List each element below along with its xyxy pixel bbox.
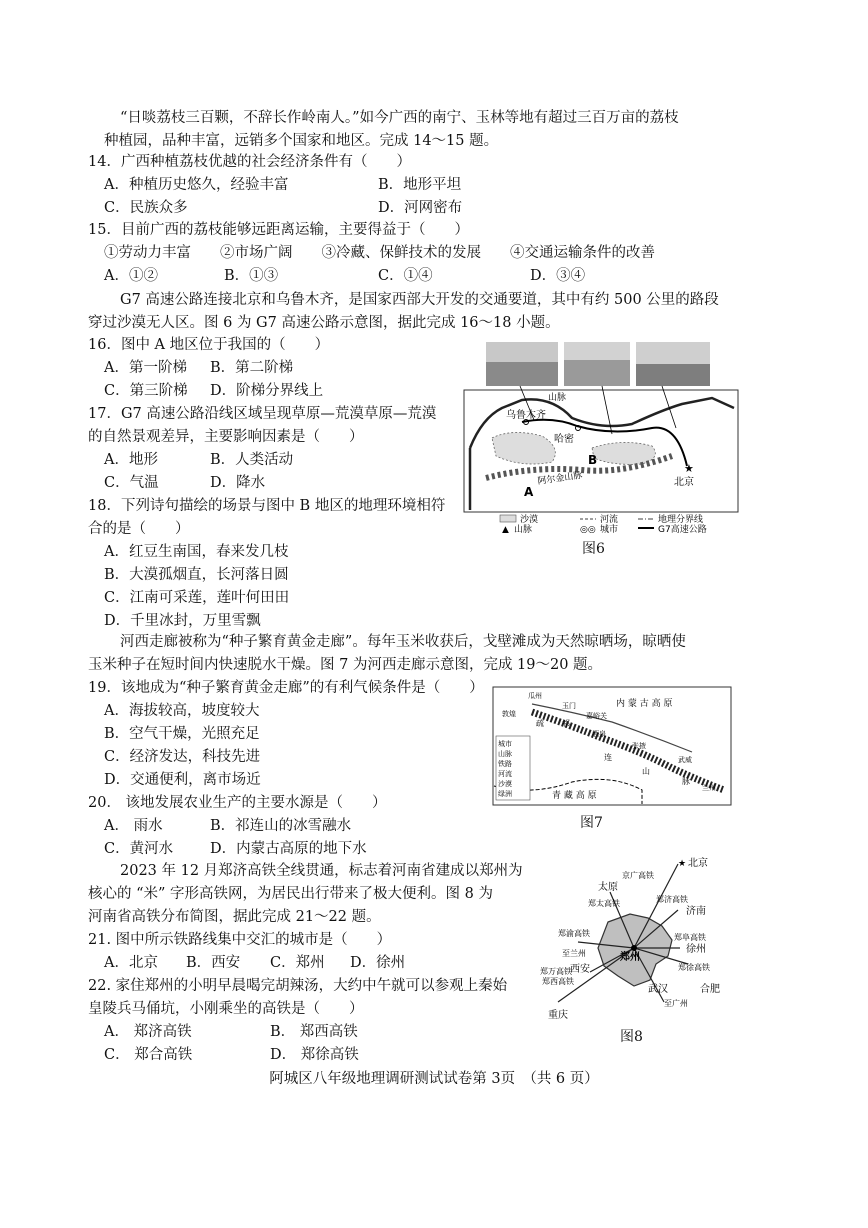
line-to-lanzhou: 至兰州: [562, 949, 586, 958]
line-zhengxi: 郑西高铁: [542, 977, 574, 986]
q22-option-b[interactable]: B． 郑西高铁: [270, 1024, 358, 1040]
line-zhengwan: 郑万高铁: [540, 967, 572, 976]
question-17-stem: 17．G7 高速公路沿线区域呈现草原—荒漠草原—荒漠: [88, 406, 437, 422]
legend-mountain: 山脉: [514, 525, 533, 533]
star-icon: ★: [678, 859, 687, 869]
q16-option-a[interactable]: A．第一阶梯: [104, 360, 187, 376]
q17-option-c[interactable]: C．气温: [104, 475, 159, 491]
question-22-stem: 22. 家住郑州的小明早晨喝完胡辣汤，大约中午就可以参观上秦始: [88, 978, 508, 994]
label-jiayuguan: 嘉峪关: [586, 712, 607, 720]
label-lanzhou: 兰州: [702, 784, 716, 792]
question-16-stem: 16．图中 A 地区位于我国的（ ）: [88, 337, 330, 353]
q18-option-d[interactable]: D．千里冰封，万里雪飘: [104, 613, 261, 629]
q17-option-a[interactable]: A．地形: [104, 452, 158, 468]
line-jingguang: 京广高铁: [622, 871, 654, 880]
legend-item: 铁路: [498, 760, 512, 768]
q17-option-d[interactable]: D．降水: [210, 475, 266, 491]
intro-line: “日啖荔枝三百颗，不辞长作岭南人。”如今广西的南宁、玉林等地有超过三百万亩的荔枝: [120, 110, 679, 126]
intro-line: 核心的 “米” 字形高铁网，为居民出行带来了极大便利。图 8 为: [88, 886, 493, 902]
capital-star-icon: ★: [684, 462, 694, 475]
q18-option-a[interactable]: A．红豆生南国，春来发几枝: [104, 544, 289, 560]
intro-line: 穿过沙漠无人区。图 6 为 G7 高速公路示意图，据此完成 16～18 小题。: [88, 315, 560, 331]
q14-option-b[interactable]: B．地形平坦: [378, 177, 462, 193]
label-hami: 哈密: [554, 434, 574, 445]
city-wuhan: 武汉: [648, 984, 668, 995]
question-22-stem: 皇陵兵马俑坑，小刚乘坐的高铁是（ ）: [88, 1001, 364, 1017]
q16-option-d[interactable]: D．阶梯分界线上: [210, 383, 324, 399]
q16-option-b[interactable]: B．第二阶梯: [210, 360, 294, 376]
intro-line: 2023 年 12 月郑济高铁全线贯通，标志着河南省建成以郑州为: [120, 863, 523, 879]
legend-item: 绿洲: [498, 790, 512, 798]
legend-item: 山脉: [498, 750, 512, 758]
label-beijing: 北京: [674, 477, 694, 488]
figure-6-caption: 图6: [582, 541, 605, 557]
q21-option-a[interactable]: A．北京: [104, 955, 158, 971]
line-zhengtai: 郑太高铁: [588, 899, 620, 908]
label-urumqi: 乌鲁木齐: [506, 410, 546, 421]
label-lian: 连: [604, 753, 612, 762]
legend-g7: G7高速公路: [658, 525, 707, 533]
question-15-stem: 15．目前广西的荔枝能够远距离运输，主要得益于（ ）: [88, 222, 469, 238]
figure-7-caption: 图7: [580, 815, 603, 831]
legend-item: 城市: [498, 740, 512, 748]
label-zhangye: 张掖: [632, 742, 646, 750]
q17-option-b[interactable]: B．人类活动: [210, 452, 294, 468]
q14-option-a[interactable]: A．种植历史悠久，经验丰富: [104, 177, 289, 193]
figure-8-map: [538, 852, 724, 1022]
question-20-stem: 20． 该地发展农业生产的主要水源是（ ）: [88, 795, 387, 811]
line-zhengji: 郑济高铁: [656, 895, 688, 904]
label-shu: 疏: [536, 719, 544, 728]
label-dunhuang: 敦煌: [502, 710, 516, 718]
q22-option-a[interactable]: A． 郑济高铁: [104, 1024, 192, 1040]
legend-item: 河流: [498, 770, 512, 778]
legend-river: 河流: [600, 515, 619, 525]
label-guazhou: 瓜州: [528, 692, 542, 700]
label-qi: 祁: [562, 719, 570, 728]
legend-city-icon: ◎◎: [580, 525, 596, 533]
q18-option-c[interactable]: C．江南可采莲，莲叶何田田: [104, 590, 290, 606]
q15-option-c[interactable]: C．①④: [378, 268, 433, 284]
q20-option-b[interactable]: B．祁连山的冰雪融水: [210, 818, 352, 834]
label-jiuquan: 酒泉: [592, 730, 606, 738]
label-mai: 脉: [682, 777, 690, 786]
legend-mountain-icon: ▲: [502, 525, 509, 533]
desert-area: [492, 432, 555, 464]
q16-option-c[interactable]: C．第三阶梯: [104, 383, 188, 399]
intro-line: 河西走廊被称为“种子繁育黄金走廊”。每年玉米收获后，戈壁滩成为天然晾晒场，晾晒使: [120, 634, 686, 650]
q15-option-d[interactable]: D．③④: [530, 268, 586, 284]
label-mountain: 山脉: [548, 393, 567, 403]
city-xuzhou: 徐州: [686, 944, 706, 955]
q14-option-c[interactable]: C．民族众多: [104, 200, 188, 216]
intro-line: 河南省高铁分布简图，据此完成 21～22 题。: [88, 909, 381, 925]
zhengzhou-marker: [631, 945, 637, 951]
city-chongqing: 重庆: [548, 1010, 568, 1021]
question-14-stem: 14．广西种植荔枝优越的社会经济条件有（ ）: [88, 154, 411, 170]
label-qinghai-tibet: 青 藏 高 原: [552, 791, 597, 801]
intro-line: 玉米种子在短时间内快速脱水干燥。图 7 为河西走廊示意图，完成 19～20 题。: [88, 657, 603, 673]
q22-option-d[interactable]: D． 郑徐高铁: [270, 1047, 359, 1063]
q19-option-b[interactable]: B．空气干燥，光照充足: [104, 726, 260, 742]
line-zhengyu: 郑渝高铁: [558, 929, 590, 938]
intro-line: G7 高速公路连接北京和乌鲁木齐，是国家西部大开发的交通要道，其中有约 500 公里的路段: [120, 292, 719, 308]
line-to-guangzhou: 至广州: [664, 999, 688, 1008]
label-b: B: [588, 453, 598, 467]
legend-city: 城市: [600, 525, 619, 533]
label-a: A: [524, 485, 534, 499]
city-zhengzhou: 郑州: [620, 952, 640, 963]
figure-8-caption: 图8: [620, 1029, 643, 1045]
figure-6-map: [462, 338, 740, 533]
q19-option-c[interactable]: C．经济发达，科技先进: [104, 749, 261, 765]
label-altun-mountains: 阿尔金山脉: [537, 470, 583, 487]
city-beijing: 北京: [688, 858, 708, 869]
label-inner-mongolia: 内 蒙 古 高 原: [616, 699, 673, 709]
q21-option-b[interactable]: B．西安: [186, 955, 241, 971]
legend-desert: 沙漠: [520, 515, 539, 525]
label-wuwei: 武威: [678, 756, 692, 764]
city-xian: 西安: [570, 964, 590, 975]
page-footer: 阿城区八年级地理调研测试试卷第 3页 （共 6 页）: [269, 1071, 599, 1087]
question-18-stem: 合的是（ ）: [88, 521, 190, 537]
q20-option-a[interactable]: A． 雨水: [104, 818, 163, 834]
question-21-stem: 21. 图中所示铁路线集中交汇的城市是（ ）: [88, 932, 392, 948]
line-zhengxu: 郑徐高铁: [678, 963, 710, 972]
city-hefei: 合肥: [700, 984, 720, 995]
legend-item: 沙漠: [498, 780, 512, 788]
question-18-stem: 18．下列诗句描绘的场景与图中 B 地区的地理环境相符: [88, 498, 446, 514]
label-yumen: 玉门: [562, 702, 576, 710]
q19-option-d[interactable]: D．交通便利，离市场近: [104, 772, 261, 788]
line-zhengfu: 郑阜高铁: [674, 933, 706, 942]
legend-boundary: 地理分界线: [658, 515, 704, 525]
q18-option-b[interactable]: B．大漠孤烟直，长河落日圆: [104, 567, 289, 583]
q15-option-b[interactable]: B．①③: [224, 268, 279, 284]
q22-option-c[interactable]: C． 郑合高铁: [104, 1047, 193, 1063]
city-jinan: 济南: [686, 906, 706, 917]
city-taiyuan: 太原: [598, 882, 618, 893]
q21-option-c[interactable]: C．郑州: [270, 955, 325, 971]
q14-option-d[interactable]: D．河网密布: [378, 200, 463, 216]
q20-option-c[interactable]: C．黄河水: [104, 841, 174, 857]
q15-option-a[interactable]: A．①②: [104, 268, 158, 284]
question-19-stem: 19．该地成为“种子繁育黄金走廊”的有利气候条件是（ ）: [88, 680, 484, 696]
q15-items: ①劳动力丰富 ②市场广阔 ③冷藏、保鲜技术的发展 ④交通运输条件的改善: [104, 245, 655, 261]
label-shan: 山: [642, 767, 650, 776]
q19-option-a[interactable]: A．海拔较高，坡度较大: [104, 703, 260, 719]
figure-7-map: [492, 686, 732, 806]
q21-option-d[interactable]: D．徐州: [350, 955, 406, 971]
question-17-stem: 的自然景观差异，主要影响因素是（ ）: [88, 429, 364, 445]
q20-option-d[interactable]: D．内蒙古高原的地下水: [210, 841, 367, 857]
intro-line: 种植园，品种丰富，远销多个国家和地区。完成 14～15 题。: [104, 133, 499, 149]
